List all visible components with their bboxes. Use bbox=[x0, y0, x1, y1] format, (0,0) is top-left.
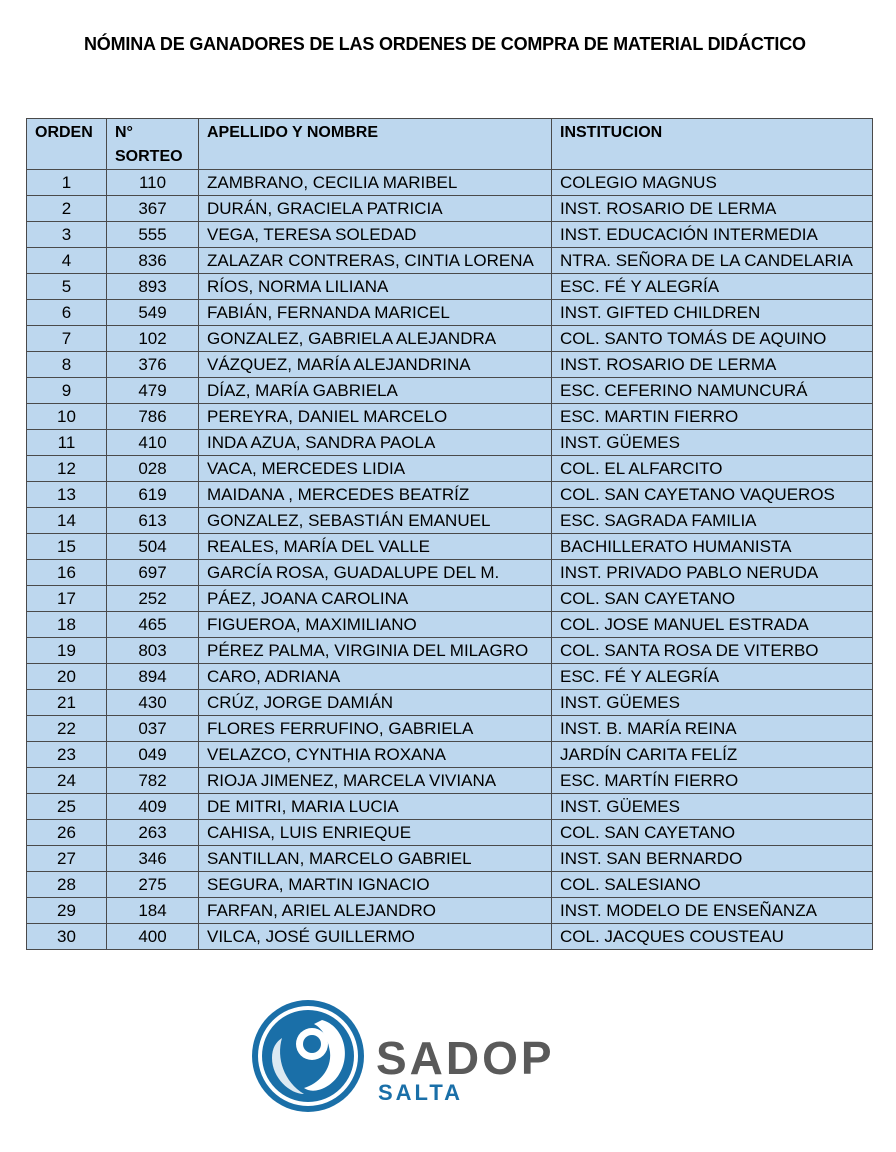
cell-nombre: REALES, MARÍA DEL VALLE bbox=[199, 534, 552, 560]
cell-orden: 4 bbox=[27, 248, 107, 274]
cell-orden: 28 bbox=[27, 872, 107, 898]
cell-orden: 29 bbox=[27, 898, 107, 924]
cell-nombre: FARFAN, ARIEL ALEJANDRO bbox=[199, 898, 552, 924]
cell-orden: 9 bbox=[27, 378, 107, 404]
cell-nombre: PÉREZ PALMA, VIRGINIA DEL MILAGRO bbox=[199, 638, 552, 664]
table-row bbox=[27, 638, 873, 664]
cell-orden: 8 bbox=[27, 352, 107, 378]
cell-orden: 20 bbox=[27, 664, 107, 690]
cell-sorteo: 102 bbox=[107, 326, 199, 352]
table-row bbox=[27, 534, 873, 560]
cell-institucion: ESC. SAGRADA FAMILIA bbox=[552, 508, 873, 534]
header-sorteo bbox=[107, 119, 199, 170]
table-row bbox=[27, 612, 873, 638]
cell-sorteo: 346 bbox=[107, 846, 199, 872]
cell-sorteo: 479 bbox=[107, 378, 199, 404]
cell-orden: 27 bbox=[27, 846, 107, 872]
cell-orden: 3 bbox=[27, 222, 107, 248]
cell-orden: 15 bbox=[27, 534, 107, 560]
table-row bbox=[27, 404, 873, 430]
cell-nombre: CRÚZ, JORGE DAMIÁN bbox=[199, 690, 552, 716]
cell-nombre: GONZALEZ, SEBASTIÁN EMANUEL bbox=[199, 508, 552, 534]
cell-institucion: COL. SALESIANO bbox=[552, 872, 873, 898]
cell-orden: 13 bbox=[27, 482, 107, 508]
cell-nombre: PÁEZ, JOANA CAROLINA bbox=[199, 586, 552, 612]
cell-orden: 26 bbox=[27, 820, 107, 846]
cell-orden: 1 bbox=[27, 170, 107, 196]
cell-sorteo: 894 bbox=[107, 664, 199, 690]
cell-sorteo: 037 bbox=[107, 716, 199, 742]
cell-institucion: COL. SANTA ROSA DE VITERBO bbox=[552, 638, 873, 664]
sadop-emblem-icon bbox=[252, 1000, 364, 1112]
table-row bbox=[27, 508, 873, 534]
table-header-row bbox=[27, 119, 873, 170]
cell-nombre: GONZALEZ, GABRIELA ALEJANDRA bbox=[199, 326, 552, 352]
sadop-logo bbox=[252, 998, 612, 1120]
winners-table bbox=[26, 118, 873, 950]
cell-orden: 30 bbox=[27, 924, 107, 950]
document-title: NÓMINA DE GANADORES DE LAS ORDENES DE COMPRA DE MATERIAL DIDÁCTICO bbox=[84, 34, 806, 54]
cell-institucion: ESC. CEFERINO NAMUNCURÁ bbox=[552, 378, 873, 404]
cell-orden: 16 bbox=[27, 560, 107, 586]
cell-sorteo: 803 bbox=[107, 638, 199, 664]
table-row bbox=[27, 768, 873, 794]
table-row bbox=[27, 378, 873, 404]
cell-sorteo: 367 bbox=[107, 196, 199, 222]
cell-institucion: NTRA. SEÑORA DE LA CANDELARIA bbox=[552, 248, 873, 274]
cell-institucion: INST. MODELO DE ENSEÑANZA bbox=[552, 898, 873, 924]
cell-institucion: COL. JACQUES COUSTEAU bbox=[552, 924, 873, 950]
cell-sorteo: 275 bbox=[107, 872, 199, 898]
cell-orden: 25 bbox=[27, 794, 107, 820]
cell-nombre: RÍOS, NORMA LILIANA bbox=[199, 274, 552, 300]
cell-nombre: VELAZCO, CYNTHIA ROXANA bbox=[199, 742, 552, 768]
cell-sorteo: 430 bbox=[107, 690, 199, 716]
cell-orden: 11 bbox=[27, 430, 107, 456]
cell-institucion: ESC. MARTIN FIERRO bbox=[552, 404, 873, 430]
cell-nombre: CAHISA, LUIS ENRIEQUE bbox=[199, 820, 552, 846]
cell-orden: 23 bbox=[27, 742, 107, 768]
table-row bbox=[27, 820, 873, 846]
cell-institucion: ESC. MARTÍN FIERRO bbox=[552, 768, 873, 794]
cell-orden: 6 bbox=[27, 300, 107, 326]
cell-sorteo: 252 bbox=[107, 586, 199, 612]
cell-sorteo: 465 bbox=[107, 612, 199, 638]
table-row bbox=[27, 430, 873, 456]
table-row bbox=[27, 352, 873, 378]
cell-institucion: COLEGIO MAGNUS bbox=[552, 170, 873, 196]
cell-sorteo: 376 bbox=[107, 352, 199, 378]
cell-institucion: INST. ROSARIO DE LERMA bbox=[552, 352, 873, 378]
cell-sorteo: 400 bbox=[107, 924, 199, 950]
cell-nombre: MAIDANA , MERCEDES BEATRÍZ bbox=[199, 482, 552, 508]
cell-orden: 22 bbox=[27, 716, 107, 742]
cell-nombre: INDA AZUA, SANDRA PAOLA bbox=[199, 430, 552, 456]
cell-orden: 14 bbox=[27, 508, 107, 534]
cell-nombre: DÍAZ, MARÍA GABRIELA bbox=[199, 378, 552, 404]
cell-orden: 10 bbox=[27, 404, 107, 430]
cell-sorteo: 184 bbox=[107, 898, 199, 924]
cell-institucion: COL. SAN CAYETANO VAQUEROS bbox=[552, 482, 873, 508]
cell-sorteo: 619 bbox=[107, 482, 199, 508]
cell-orden: 24 bbox=[27, 768, 107, 794]
table-row bbox=[27, 196, 873, 222]
table-row bbox=[27, 274, 873, 300]
cell-sorteo: 410 bbox=[107, 430, 199, 456]
table-row bbox=[27, 872, 873, 898]
cell-orden: 17 bbox=[27, 586, 107, 612]
cell-nombre: VACA, MERCEDES LIDIA bbox=[199, 456, 552, 482]
cell-orden: 5 bbox=[27, 274, 107, 300]
cell-institucion: INST. GÜEMES bbox=[552, 430, 873, 456]
cell-sorteo: 110 bbox=[107, 170, 199, 196]
cell-institucion: COL. SAN CAYETANO bbox=[552, 820, 873, 846]
table-row bbox=[27, 898, 873, 924]
cell-nombre: DURÁN, GRACIELA PATRICIA bbox=[199, 196, 552, 222]
table-row bbox=[27, 742, 873, 768]
table-row bbox=[27, 456, 873, 482]
table-row bbox=[27, 924, 873, 950]
cell-sorteo: 028 bbox=[107, 456, 199, 482]
cell-nombre: ZALAZAR CONTRERAS, CINTIA LORENA bbox=[199, 248, 552, 274]
cell-sorteo: 263 bbox=[107, 820, 199, 846]
cell-institucion: COL. SANTO TOMÁS DE AQUINO bbox=[552, 326, 873, 352]
cell-institucion: JARDÍN CARITA FELÍZ bbox=[552, 742, 873, 768]
cell-nombre: DE MITRI, MARIA LUCIA bbox=[199, 794, 552, 820]
cell-institucion: BACHILLERATO HUMANISTA bbox=[552, 534, 873, 560]
table-row bbox=[27, 560, 873, 586]
cell-nombre: ZAMBRANO, CECILIA MARIBEL bbox=[199, 170, 552, 196]
table-row bbox=[27, 664, 873, 690]
cell-orden: 12 bbox=[27, 456, 107, 482]
table-row bbox=[27, 326, 873, 352]
cell-sorteo: 549 bbox=[107, 300, 199, 326]
cell-nombre: FIGUEROA, MAXIMILIANO bbox=[199, 612, 552, 638]
cell-sorteo: 049 bbox=[107, 742, 199, 768]
cell-sorteo: 504 bbox=[107, 534, 199, 560]
cell-institucion: INST. GÜEMES bbox=[552, 794, 873, 820]
cell-orden: 18 bbox=[27, 612, 107, 638]
logo-sub: SALTA bbox=[378, 1080, 464, 1105]
table-row bbox=[27, 222, 873, 248]
cell-nombre: GARCÍA ROSA, GUADALUPE DEL M. bbox=[199, 560, 552, 586]
cell-nombre: VEGA, TERESA SOLEDAD bbox=[199, 222, 552, 248]
table-row bbox=[27, 716, 873, 742]
cell-nombre: VILCA, JOSÉ GUILLERMO bbox=[199, 924, 552, 950]
table-row bbox=[27, 846, 873, 872]
cell-institucion: INST. GIFTED CHILDREN bbox=[552, 300, 873, 326]
cell-institucion: INST. SAN BERNARDO bbox=[552, 846, 873, 872]
cell-nombre: PEREYRA, DANIEL MARCELO bbox=[199, 404, 552, 430]
header-sorteo-line1: N° bbox=[115, 124, 133, 141]
cell-nombre: FLORES FERRUFINO, GABRIELA bbox=[199, 716, 552, 742]
cell-institucion: INST. ROSARIO DE LERMA bbox=[552, 196, 873, 222]
cell-institucion: ESC. FÉ Y ALEGRÍA bbox=[552, 274, 873, 300]
cell-sorteo: 893 bbox=[107, 274, 199, 300]
cell-institucion: COL. EL ALFARCITO bbox=[552, 456, 873, 482]
cell-nombre: RIOJA JIMENEZ, MARCELA VIVIANA bbox=[199, 768, 552, 794]
cell-orden: 21 bbox=[27, 690, 107, 716]
cell-nombre: SANTILLAN, MARCELO GABRIEL bbox=[199, 846, 552, 872]
table-row bbox=[27, 482, 873, 508]
cell-orden: 2 bbox=[27, 196, 107, 222]
cell-nombre: SEGURA, MARTIN IGNACIO bbox=[199, 872, 552, 898]
table-row bbox=[27, 690, 873, 716]
cell-nombre: FABIÁN, FERNANDA MARICEL bbox=[199, 300, 552, 326]
cell-institucion: INST. EDUCACIÓN INTERMEDIA bbox=[552, 222, 873, 248]
table-row bbox=[27, 794, 873, 820]
header-sorteo-line2: SORTEO bbox=[115, 148, 183, 165]
cell-sorteo: 786 bbox=[107, 404, 199, 430]
cell-institucion: INST. PRIVADO PABLO NERUDA bbox=[552, 560, 873, 586]
cell-nombre: CARO, ADRIANA bbox=[199, 664, 552, 690]
header-nombre: APELLIDO Y NOMBRE bbox=[199, 119, 552, 170]
cell-institucion: COL. JOSE MANUEL ESTRADA bbox=[552, 612, 873, 638]
logo-name: SADOP bbox=[376, 1032, 555, 1084]
cell-sorteo: 409 bbox=[107, 794, 199, 820]
cell-institucion: COL. SAN CAYETANO bbox=[552, 586, 873, 612]
cell-institucion: INST. GÜEMES bbox=[552, 690, 873, 716]
cell-institucion: ESC. FÉ Y ALEGRÍA bbox=[552, 664, 873, 690]
header-institucion: INSTITUCION bbox=[552, 119, 873, 170]
cell-sorteo: 836 bbox=[107, 248, 199, 274]
cell-nombre: VÁZQUEZ, MARÍA ALEJANDRINA bbox=[199, 352, 552, 378]
table-row bbox=[27, 248, 873, 274]
cell-sorteo: 697 bbox=[107, 560, 199, 586]
cell-sorteo: 555 bbox=[107, 222, 199, 248]
table-row bbox=[27, 586, 873, 612]
cell-orden: 19 bbox=[27, 638, 107, 664]
table-row bbox=[27, 300, 873, 326]
header-orden: ORDEN bbox=[27, 119, 107, 170]
cell-orden: 7 bbox=[27, 326, 107, 352]
table-row bbox=[27, 170, 873, 196]
cell-institucion: INST. B. MARÍA REINA bbox=[552, 716, 873, 742]
cell-sorteo: 782 bbox=[107, 768, 199, 794]
cell-sorteo: 613 bbox=[107, 508, 199, 534]
